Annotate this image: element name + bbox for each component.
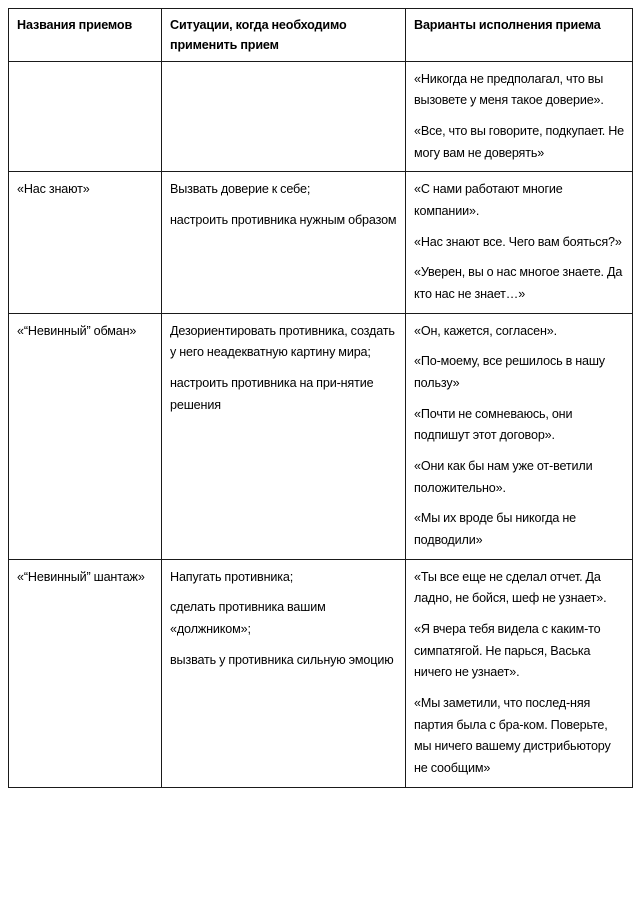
cell-variants bbox=[406, 172, 633, 313]
variant-text: «С нами работают многие компании». bbox=[414, 182, 563, 219]
technique-name-text: «“Невинный” обман» bbox=[17, 323, 137, 338]
variant-text: «Он, кажется, согласен». bbox=[414, 323, 557, 338]
variant-text: «Никогда не предполагал, что вы вызовете у меня такое доверие». bbox=[414, 71, 604, 108]
table-body bbox=[9, 61, 633, 787]
column-header-technique-names: Названия приемов bbox=[9, 9, 162, 62]
cell-variants bbox=[406, 559, 633, 787]
situation-text: настроить противника нужным образом bbox=[170, 213, 397, 228]
table-header-row bbox=[9, 9, 633, 62]
column-header-variants: Варианты исполнения приема bbox=[406, 9, 633, 62]
techniques-table bbox=[8, 8, 633, 788]
cell-technique-name bbox=[9, 559, 162, 787]
variant-text: «Уверен, вы о нас многое знаете. Да кто нас не знает…» bbox=[414, 265, 623, 302]
variant-text: «Они как бы нам уже от-ветили положительно». bbox=[414, 458, 593, 495]
situation-text: вызвать у противника сильную эмоцию bbox=[170, 652, 394, 667]
table-row bbox=[9, 313, 633, 559]
variant-text: «Все, что вы говорите, подкупает. Не могу вам не доверять» bbox=[414, 124, 624, 160]
variant-text: «По-моему, все решилось в нашу пользу» bbox=[414, 354, 605, 390]
cell-technique-name bbox=[9, 61, 162, 172]
variant-text: «Ты все еще не сделал отчет. Да ладно, не бойся, шеф не узнает». bbox=[414, 569, 607, 606]
cell-situations bbox=[162, 559, 406, 787]
situation-text: Вызвать доверие к себе; bbox=[170, 182, 311, 197]
cell-situations bbox=[162, 313, 406, 559]
cell-situations bbox=[162, 61, 406, 172]
variant-text: «Нас знают все. Чего вам бояться?» bbox=[414, 234, 622, 249]
variant-text: «Я вчера тебя видела с каким-то симпатягой. Не парься, Васька ничего не узнает». bbox=[414, 621, 601, 680]
variant-text: «Мы заметили, что послед-няя партия была с бра-ком. Поверьте, мы ничего вашему дистрибьютору не сообщим» bbox=[414, 695, 611, 775]
situation-text: Дезориентировать противника, создать у него неадекватную картину мира; bbox=[170, 323, 395, 360]
table-header bbox=[9, 9, 633, 62]
situation-text: Напугать противника; bbox=[170, 569, 294, 584]
cell-variants bbox=[406, 61, 633, 172]
table-row bbox=[9, 61, 633, 172]
variant-text: «Мы их вроде бы никогда не подводили» bbox=[414, 511, 576, 547]
cell-situations bbox=[162, 172, 406, 313]
cell-technique-name bbox=[9, 313, 162, 559]
column-header-situations: Ситуации, когда необходимо применить прием bbox=[162, 9, 406, 62]
table-row bbox=[9, 559, 633, 787]
table-row bbox=[9, 172, 633, 313]
technique-name-text: «Нас знают» bbox=[17, 182, 90, 197]
cell-technique-name bbox=[9, 172, 162, 313]
variant-text: «Почти не сомневаюсь, они подпишут этот договор». bbox=[414, 406, 573, 443]
technique-name-text: «“Невинный” шантаж» bbox=[17, 569, 145, 584]
situation-text: сделать противника вашим «должником»; bbox=[170, 600, 326, 636]
cell-variants bbox=[406, 313, 633, 559]
situation-text: настроить противника на при-нятие решения bbox=[170, 376, 374, 412]
